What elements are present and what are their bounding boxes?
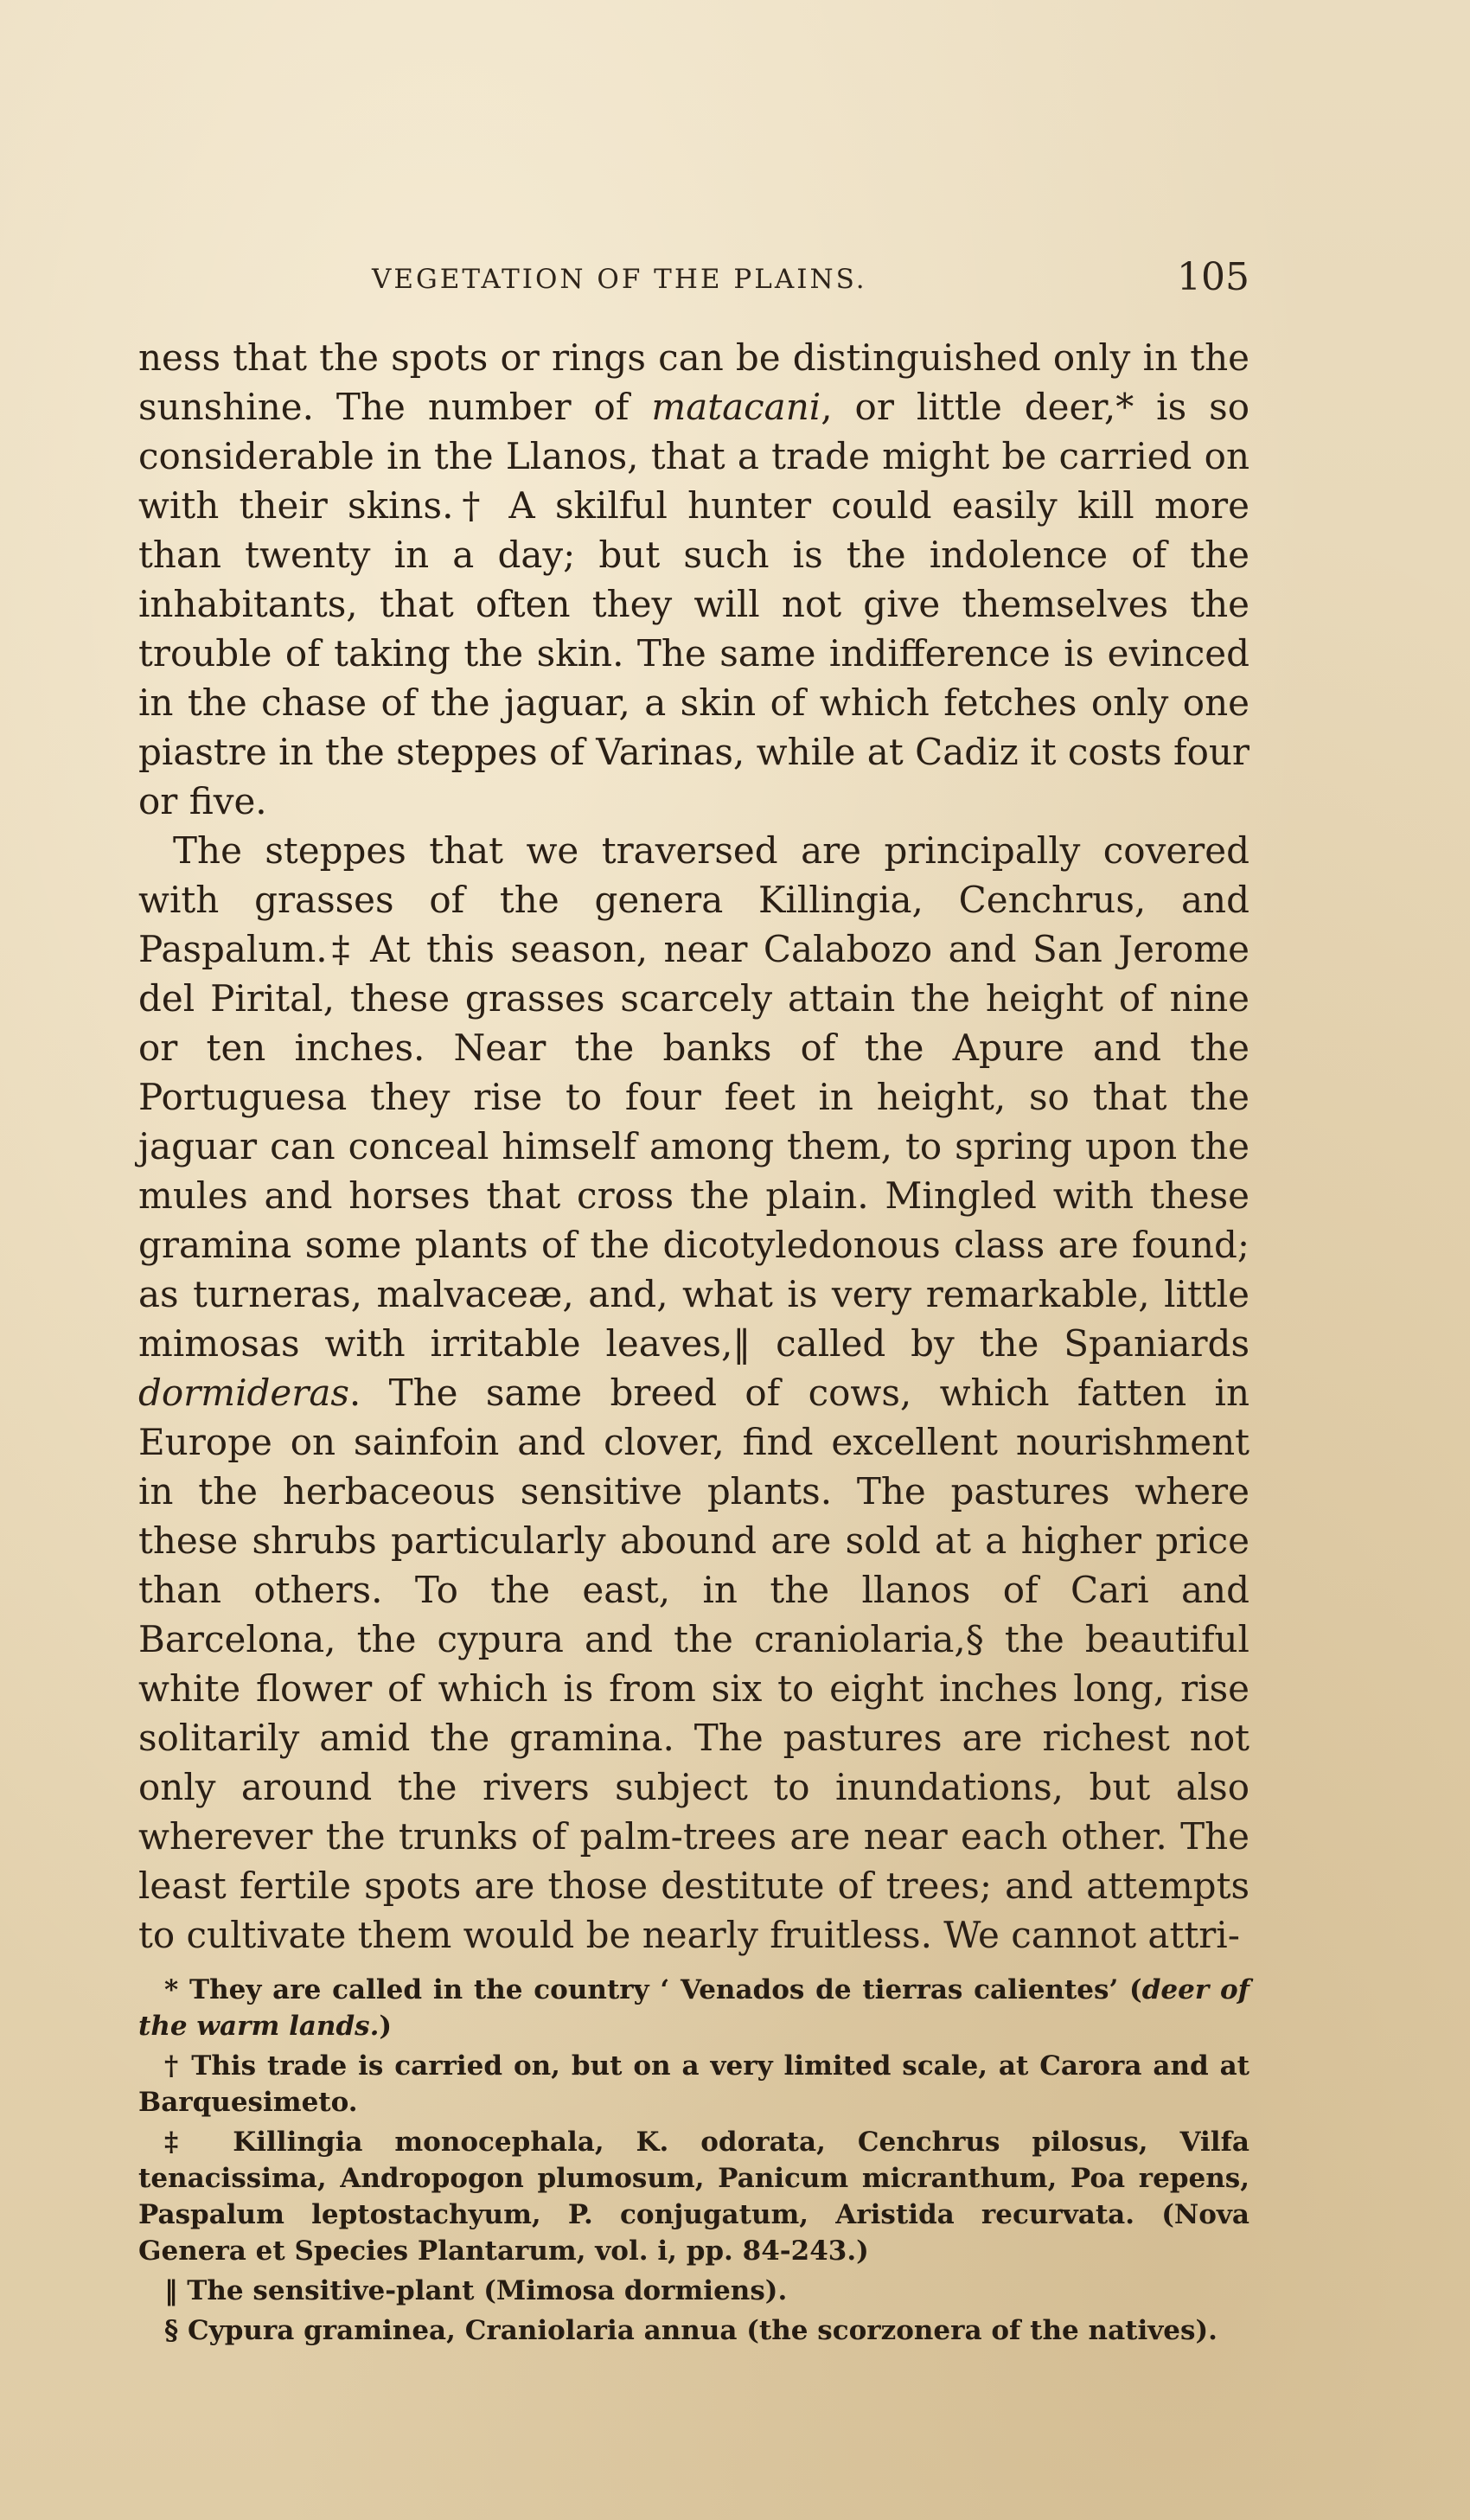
footnote-1-text-b: ) (379, 2011, 393, 2042)
body-text (138, 333, 1250, 1960)
page-content (138, 246, 1250, 2352)
footnote-5: § Cypura graminea, Craniolaria annua (the scorzonera of the natives). (164, 2315, 1218, 2346)
footnote-1-italic: deer of the warm lands. (138, 1974, 1250, 2042)
paragraph-1-italic-matacani: matacani (651, 386, 821, 428)
paragraph-2-italic-dormideras: dormideras (138, 1372, 349, 1414)
paragraph-1 (138, 333, 1250, 826)
paragraph-1-text-b: , or little deer,* is so considerable in the Llanos, that a trade might be carried on with their skins.† A skilful hunter could easily kill more than twenty in a day; but such is the indolence of the inhabitants, that often they will not give themselves the trouble of taking the skin. The same indifference is evinced in the chase of the jaguar, a skin of which fetches only one piastre in the steppes of Varinas, while at Cadiz it costs four or five. (138, 386, 1250, 822)
paragraph-2-text-b: . The same breed of cows, which fatten in Europe on sainfoin and clover, find excellent nourishment in the herbaceous sensitive plants. The pastures where these shrubs particularly abound are sold at a higher price than others. To the east, in the llanos of Cari and Barcelona, the cypura and the craniolaria,§ the beautiful white flower of which is from six to eight inches long, rise solitarily amid the gramina. The pastures are richest not only around the rivers subject to inundations, but also wherever the trunks of palm-trees are near each other. The least fertile spots are those destitute of trees; and attempts to cultivate them would be nearly fruitless. We cannot attri- (138, 1372, 1250, 1956)
footnotes (138, 1972, 1250, 2349)
paragraph-2-text-a: The steppes that we traversed are principally covered with grasses of the genera Killingia, Cenchrus, and Paspalum.‡ At this season, near Calabozo and San Jerome del Pirital, these grasses scarcely attain the height of nine or ten inches. Near the banks of the Apure and the Portuguesa they rise to four feet in height, so that the jaguar can conceal himself among them, to spring upon the mules and horses that cross the plain. Mingled with these gramina some plants of the dicotyledonous class are found; as turneras, malvaceæ, and, what is very remarkable, little mimosas with irritable leaves,‖ called by the Spaniards (138, 829, 1250, 1365)
footnote-3: ‡ Killingia monocephala, K. odorata, Cenchrus pilosus, Vilfa tenacissima, Andropogon plumosum, Panicum micranthum, Poa repens, Paspalum leptostachyum, P. conjugatum, Aristida recurvata. (Nova Genera et Species Plantarum, vol. i, pp. 84-243.) (138, 2127, 1250, 2267)
page-number: 105 (1177, 255, 1250, 299)
paragraph-1-text-a: ness that the spots or rings can be distinguished only in the sunshine. The number of (138, 336, 1250, 428)
running-title: VEGETATION OF THE PLAINS. (372, 264, 867, 295)
running-head (138, 246, 1250, 307)
footnote-2: † This trade is carried on, but on a very limited scale, at Carora and at Barquesimeto. (138, 2050, 1250, 2118)
footnote-1-text-a: * They are called in the country ‘ Venados de tierras calientes’ ( (164, 1974, 1142, 2005)
footnote-1 (138, 1972, 1250, 2044)
footnote-4: ‖ The sensitive-plant (Mimosa dormiens). (164, 2275, 788, 2306)
paragraph-2 (138, 826, 1250, 1960)
